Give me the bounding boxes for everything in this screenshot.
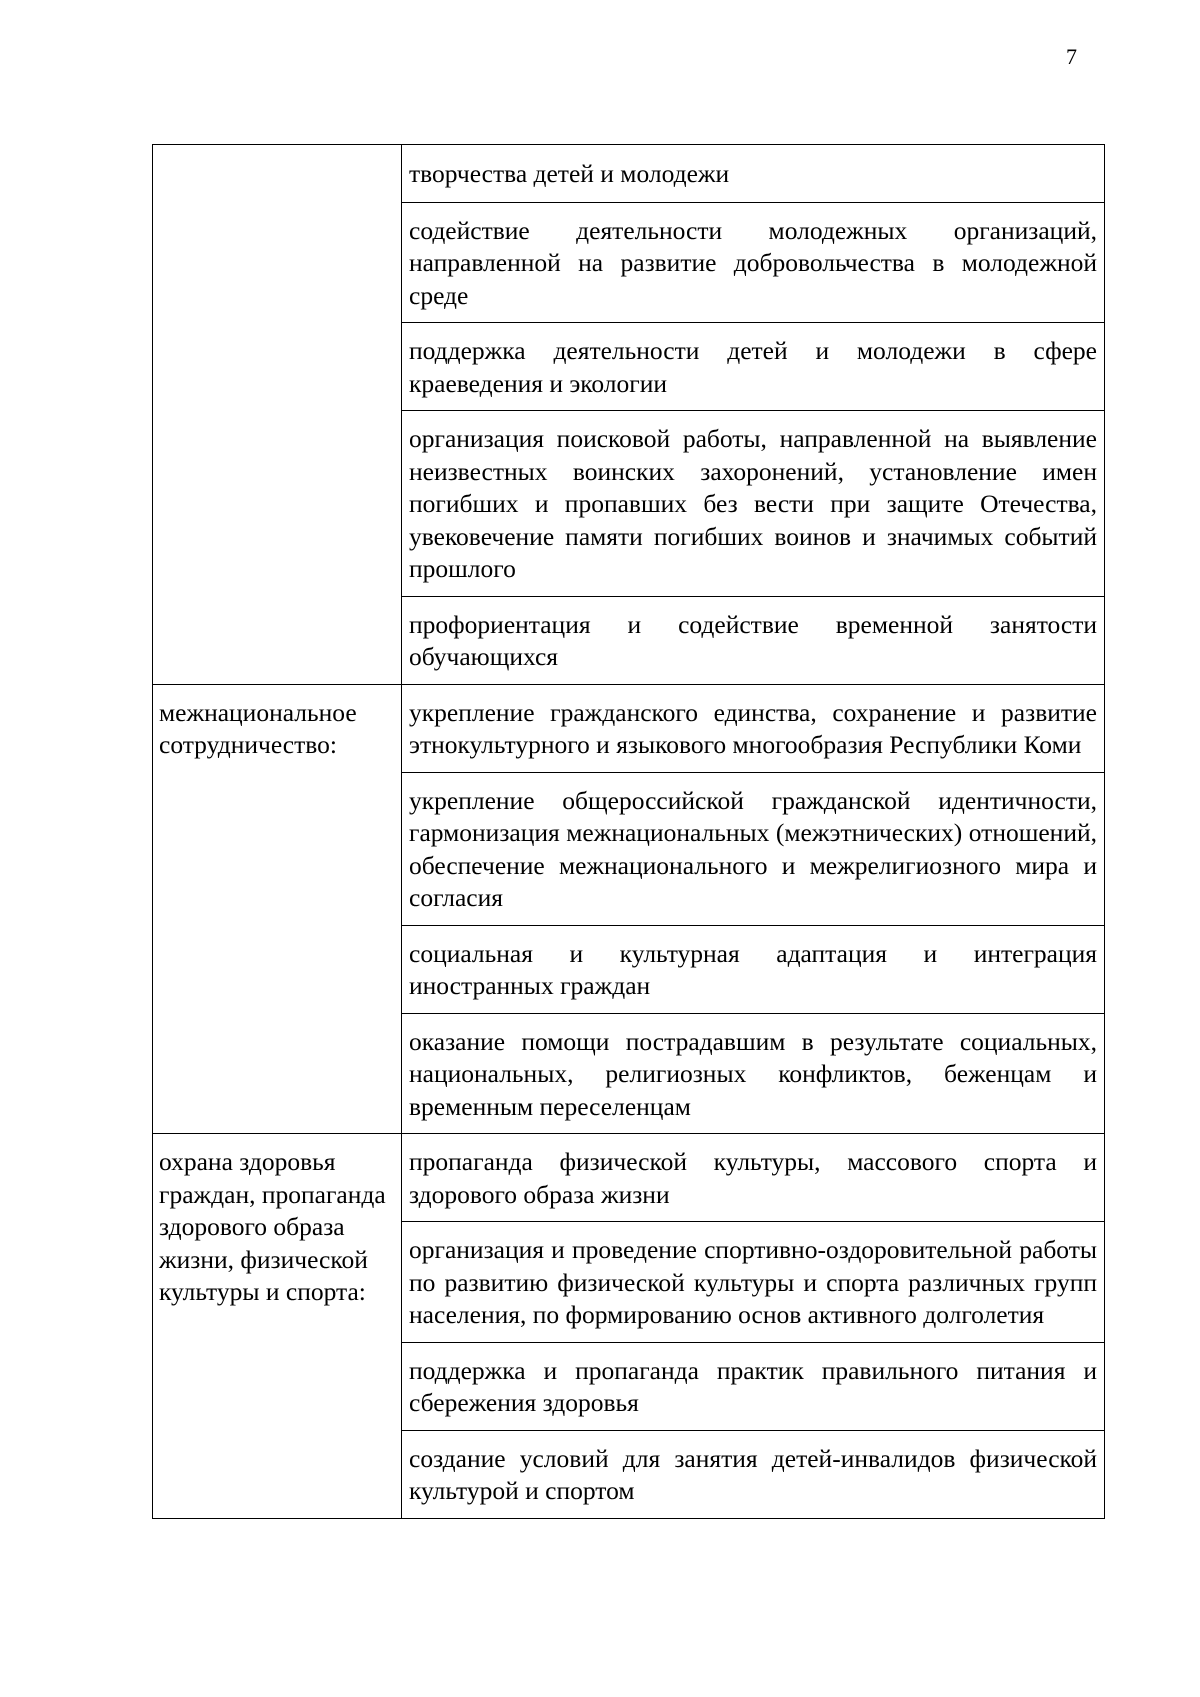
item-cell: создание условий для занятия детей-инвалидов физической культурой и спортом [402,1430,1105,1518]
item-cell: профориентация и содействие временной занятости обучающихся [402,596,1105,684]
category-cell [153,145,402,685]
table-row [153,145,1105,203]
item-cell: социальная и культурная адаптация и интеграция иностранных граждан [402,925,1105,1013]
item-cell: организация и проведение спортивно-оздоровительной работы по развитию физической культуры и спорта различных групп населения, по формированию основ активного долголетия [402,1222,1105,1343]
item-cell: оказание помощи пострадавшим в результате социальных, национальных, религиозных конфликтов, беженцам и временным переселенцам [402,1013,1105,1134]
item-cell: творчества детей и молодежи [402,145,1105,203]
table-row [153,684,1105,772]
item-cell: пропаганда физической культуры, массового спорта и здорового образа жизни [402,1134,1105,1222]
item-cell: укрепление общероссийской гражданской идентичности, гармонизация межнациональных (межэтнических) отношений, обеспечение межнационального и межрелигиозного мира и согласия [402,772,1105,925]
item-cell: поддержка деятельности детей и молодежи в сфере краеведения и экологии [402,323,1105,411]
page-number: 7 [1066,44,1077,69]
activities-table [152,144,1105,1519]
item-cell: поддержка и пропаганда практик правильного питания и сбережения здоровья [402,1342,1105,1430]
table-row [153,1134,1105,1222]
item-cell: содействие деятельности молодежных организаций, направленной на развитие добровольчества в молодежной среде [402,202,1105,323]
category-cell: межнациональное сотрудничество: [153,684,402,1134]
item-cell: организация поисковой работы, направленной на выявление неизвестных воинских захоронений, установление имен погибших и пропавших без вести при защите Отечества, увековечение памяти погибших воинов и значимых событий прошлого [402,411,1105,597]
item-cell: укрепление гражданского единства, сохранение и развитие этнокультурного и языкового многообразия Республики Коми [402,684,1105,772]
category-cell: охрана здоровья граждан, пропаганда здорового образа жизни, физической культуры и спорта: [153,1134,402,1519]
